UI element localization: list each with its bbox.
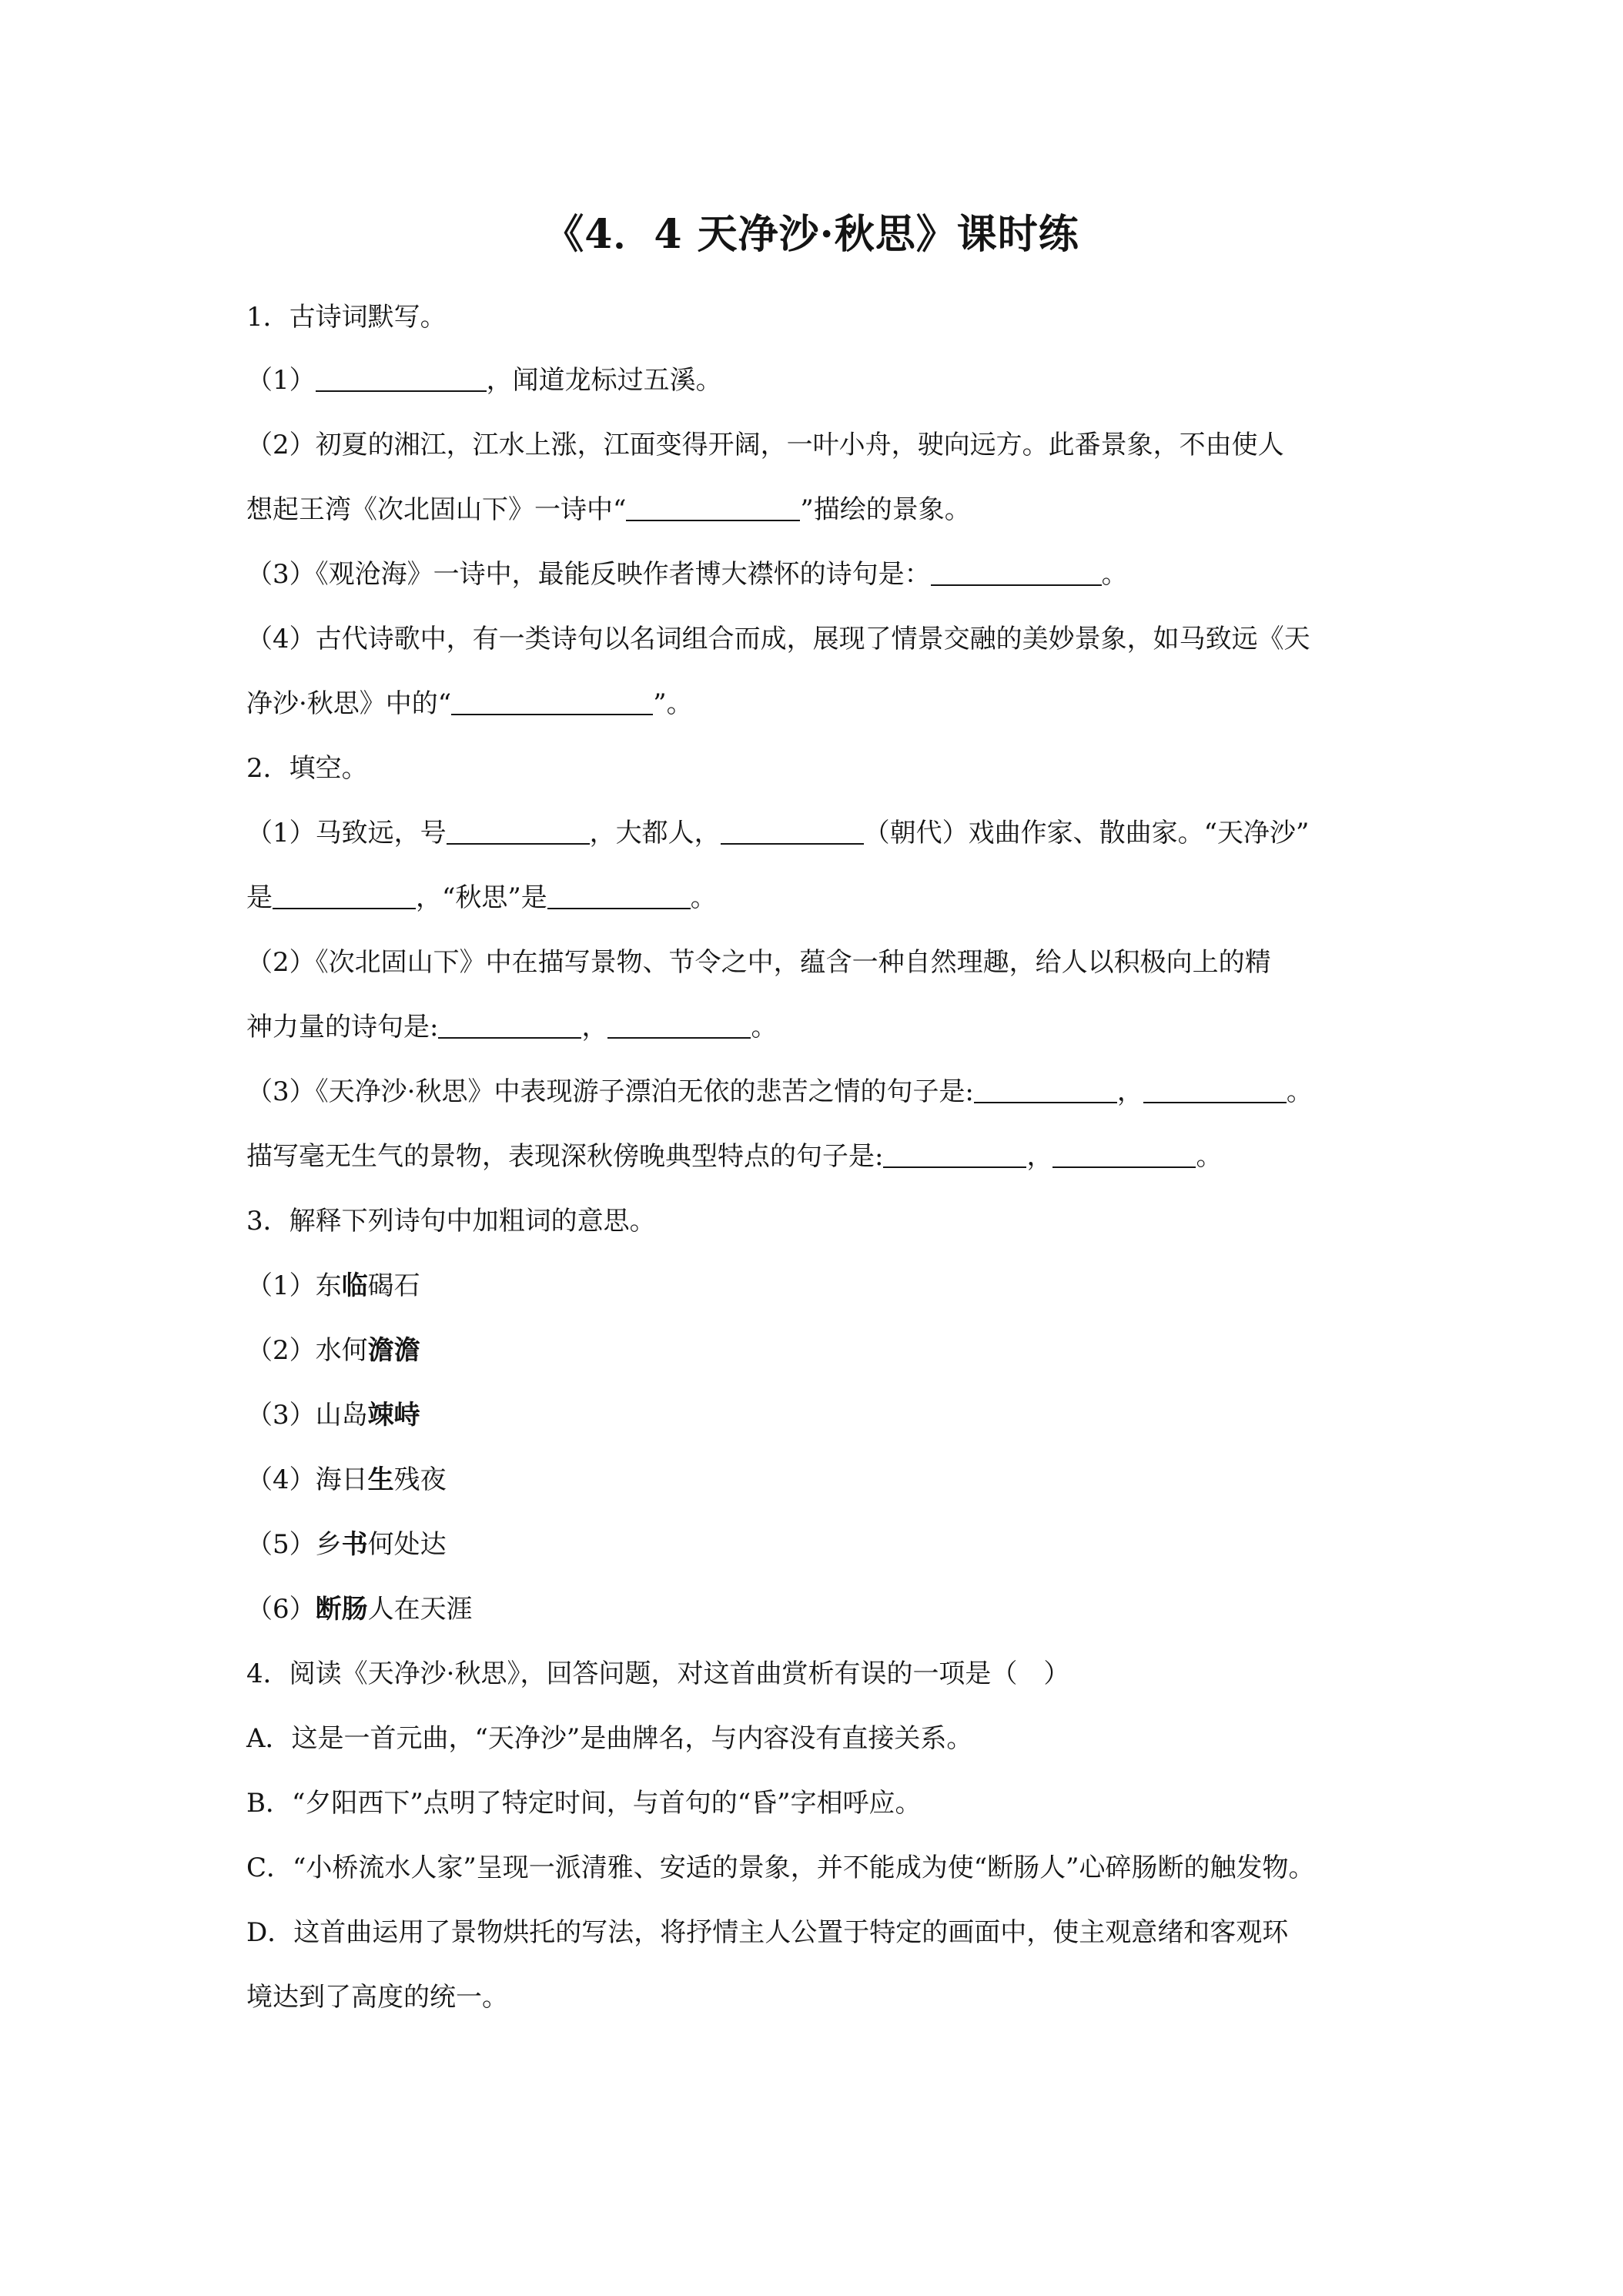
q3-item-text: （1）东 — [246, 1270, 342, 1301]
q1-item-3-text: （3）《观沧海》一诗中，最能反映作者博大襟怀的诗句是： — [246, 559, 931, 590]
q1-item-4-text: 净沙·秋思》中的“ — [246, 688, 452, 719]
q3-item-text: （6） — [246, 1594, 316, 1625]
q2-item-1-text-f: 。 — [690, 882, 717, 913]
answer-blank[interactable] — [1052, 1140, 1196, 1168]
q3-item-text: （5）乡 — [246, 1529, 342, 1560]
q1-item-4-line2 — [246, 685, 693, 722]
end-mark: 。 — [1286, 1076, 1313, 1107]
answer-blank[interactable] — [883, 1140, 1026, 1168]
answer-blank[interactable] — [721, 817, 864, 845]
q3-item — [246, 1526, 447, 1563]
answer-blank[interactable] — [451, 688, 653, 715]
q2-item-1-text: （1）马致远，号 — [246, 818, 447, 848]
q2-item-1-text-d: 是 — [246, 882, 273, 913]
q3-item — [246, 1267, 420, 1304]
answer-blank[interactable] — [974, 1076, 1117, 1103]
q2-item-3-line2 — [246, 1138, 1222, 1175]
bold-word: 书 — [341, 1529, 368, 1560]
q2-item-3-text-2: 描写毫无生气的景物，表现深秋傍晚典型特点的句子是: — [246, 1141, 884, 1172]
q2-item-1-line2 — [246, 879, 717, 916]
q4-stem: 4．阅读《天净沙·秋思》，回答问题，对这首曲赏析有误的一项是（ ） — [246, 1658, 1070, 1689]
q4-option-d[interactable]: D．这首曲运用了景物烘托的写法，将抒情主人公置于特定的画面中，使主观意绪和客观环 — [246, 1917, 1289, 1948]
q4-option-b[interactable]: B．“夕阳西下”点明了特定时间，与首句的“昏”字相呼应。 — [246, 1788, 922, 1819]
q3-item-text-post: 人在天涯 — [367, 1594, 473, 1625]
q2-item-3-line1 — [246, 1073, 1313, 1110]
q3-item — [246, 1461, 447, 1498]
q1-item-1-text: ，闻道龙标过五溪。 — [486, 365, 722, 396]
q2-item-2-line1: （2）《次北固山下》中在描写景物、节令之中，蕴含一种自然理趣，给人以积极向上的精 — [246, 947, 1271, 978]
q3-item — [246, 1332, 420, 1369]
q3-item-text-post: 残夜 — [393, 1464, 447, 1495]
q1-item-2-line2 — [246, 491, 971, 528]
q3-item-text-post: 碣石 — [367, 1270, 420, 1301]
q2-item-1-line1 — [246, 815, 1309, 852]
answer-blank[interactable] — [1143, 1076, 1287, 1103]
q1-item-2-text: 想起王湾《次北固山下》一诗中“ — [246, 494, 627, 525]
q1-item-2-tail: ”描绘的景象。 — [800, 494, 971, 525]
separator: ， — [581, 1012, 608, 1043]
bold-word: 竦峙 — [367, 1400, 420, 1431]
q1-stem: 1．古诗词默写。 — [246, 302, 447, 333]
answer-blank[interactable] — [547, 882, 691, 909]
q3-item — [246, 1397, 420, 1434]
bold-word: 断肠 — [315, 1594, 368, 1625]
q2-item-1-text-c: （朝代）戏曲作家、散曲家。“天净沙” — [863, 818, 1310, 848]
answer-blank[interactable] — [931, 558, 1102, 586]
q2-item-1-text-e: ，“秋思”是 — [416, 882, 547, 913]
answer-blank[interactable] — [447, 817, 590, 845]
separator: ， — [1026, 1141, 1053, 1172]
end-mark: 。 — [1196, 1141, 1223, 1172]
q3-item-text: （4）海日 — [246, 1464, 368, 1495]
q3-stem: 3．解释下列诗句中加粗词的意思。 — [246, 1206, 656, 1237]
q1-item-1 — [246, 362, 722, 399]
q1-item-3 — [246, 556, 1128, 593]
answer-blank[interactable] — [316, 364, 487, 392]
separator: ， — [1116, 1076, 1143, 1107]
q2-item-2-line2 — [246, 1009, 777, 1046]
q4-option-c[interactable]: C．“小桥流水人家”呈现一派清雅、安适的景象，并不能成为使“断肠人”心碎肠断的触发物。 — [246, 1853, 1315, 1883]
q4-option-a[interactable]: A．这是一首元曲，“天净沙”是曲牌名，与内容没有直接关系。 — [246, 1723, 973, 1754]
q1-item-1-num: （1） — [246, 365, 316, 396]
q3-item-text: （3）山岛 — [246, 1400, 368, 1431]
q3-item-text: （2）水何 — [246, 1335, 368, 1366]
answer-blank[interactable] — [607, 1011, 751, 1039]
q2-item-3-text: （3）《天净沙·秋思》中表现游子漂泊无依的悲苦之情的句子是: — [246, 1076, 974, 1107]
bold-word: 临 — [341, 1270, 368, 1301]
page-title: 《4．4 天净沙·秋思》课时练 — [544, 211, 1079, 258]
end-mark: 。 — [751, 1012, 778, 1043]
q1-item-4-line1: （4）古代诗歌中，有一类诗句以名词组合而成，展现了情景交融的美妙景象，如马致远《天 — [246, 624, 1310, 654]
q1-item-4-tail: ”。 — [653, 688, 693, 719]
q1-item-2-line1: （2）初夏的湘江，江水上涨，江面变得开阔，一叶小舟，驶向远方。此番景象，不由使人 — [246, 430, 1284, 460]
q3-item — [246, 1591, 473, 1628]
q2-item-2-text: 神力量的诗句是: — [246, 1012, 439, 1043]
q1-item-3-tail: 。 — [1101, 559, 1128, 590]
bold-word: 澹澹 — [367, 1335, 420, 1366]
q2-stem: 2．填空。 — [246, 753, 368, 784]
answer-blank[interactable] — [438, 1011, 581, 1039]
q3-item-text-post: 何处达 — [367, 1529, 447, 1560]
answer-blank[interactable] — [626, 494, 800, 521]
answer-blank[interactable] — [273, 882, 416, 909]
q4-option-d-cont: 境达到了高度的统一。 — [246, 1982, 508, 2013]
q2-item-1-text-b: ，大都人， — [589, 818, 721, 848]
bold-word: 生 — [367, 1464, 394, 1495]
